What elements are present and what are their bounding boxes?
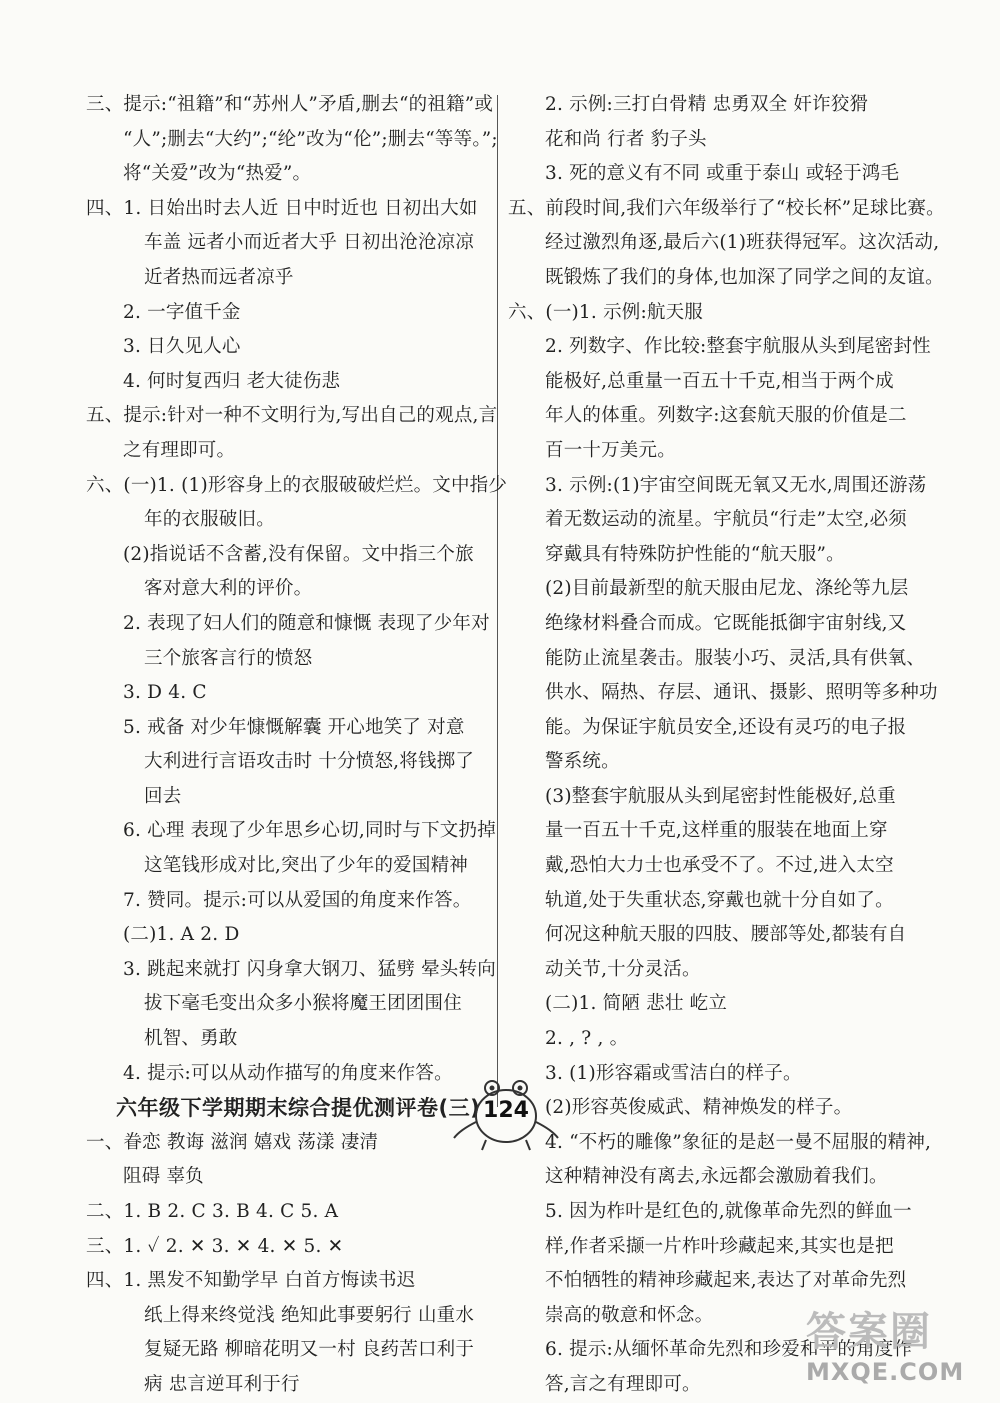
answer-line: 六、(一)1. (1)形容身上的衣服破破烂烂。文中指少 (86, 474, 508, 496)
column-divider (497, 95, 498, 1107)
answer-line: 四、1. 黑发不知勤学早 白首方悔读书迟 (86, 1270, 416, 1292)
answer-line: 三个旅客言行的愤怒 (144, 647, 313, 669)
right-column (508, 88, 945, 1403)
page-footer (446, 1072, 566, 1152)
answer-line: 四、1. 日始出时去人近 日中时近也 日初出大如 (86, 197, 478, 219)
answer-line: 5. 戒备 对少年慷慨解囊 开心地笑了 对意 (123, 716, 465, 738)
answer-line: 回去 (144, 785, 182, 807)
answer-line: (2)指说话不含蓄,没有保留。文中指三个旅 (123, 543, 474, 565)
answer-line: 5. 因为柞叶是红色的,就像革命先烈的鲜血一 (545, 1201, 912, 1222)
answer-line: 复疑无路 柳暗花明又一村 良药苦口利于 (144, 1339, 475, 1361)
answer-line: 2. 一字值千金 (123, 301, 241, 323)
watermark-logo: 答案圈 (806, 1309, 932, 1355)
answer-line: (二)1. A 2. D (123, 924, 240, 946)
answer-line: 3. 日久见人心 (123, 336, 241, 358)
answer-line: 将“关爱”改为“热爱”。 (123, 163, 312, 185)
answer-line: 能。为保证宇航员安全,还设有灵巧的电子报 (545, 716, 907, 738)
watermark (806, 1300, 996, 1400)
answer-line: 五、提示:针对一种不文明行为,写出自己的观点,言 (86, 405, 498, 427)
answer-line: 4. 提示:可以从动作描写的角度来作答。 (123, 1062, 453, 1084)
answer-line: 3. 死的意义有不同 或重于泰山 或轻于鸿毛 (545, 163, 900, 185)
answer-line: 答,言之有理即可。 (545, 1373, 701, 1395)
answer-line: 之有理即可。 (123, 439, 236, 461)
answer-line: 这种精神没有离去,永远都会激励着我们。 (545, 1166, 888, 1188)
answer-line: (3)整套宇航服从头到尾密封性能极好,总重 (545, 785, 896, 807)
answer-line: 4. “不朽的雕像”象征的是赵一曼不屈服的精神, (545, 1131, 932, 1153)
answer-line: 拔下毫毛变出众多小猴将魔王团团围住 (144, 993, 462, 1015)
watermark-url: MXQE.COM (806, 1358, 965, 1386)
answer-line: 3. 示例:(1)宇宙空间既无氧又无水,周围还游荡 (545, 474, 927, 496)
answer-line: 一、眷恋 教诲 滋润 嬉戏 荡漾 凄清 (86, 1131, 379, 1153)
answer-line: 年的衣服破旧。 (144, 509, 275, 531)
answer-line: 年人的体重。列数字:这套航天服的价值是二 (545, 405, 907, 427)
answer-line: 4. 何时复西归 老大徒伤悲 (123, 370, 341, 392)
answer-line: 2. 表现了妇人们的随意和慷慨 表现了少年对 (123, 612, 490, 634)
answer-line: 这笔钱形成对比,突出了少年的爱国精神 (144, 855, 468, 877)
answer-line: 六、(一)1. 示例:航天服 (508, 301, 704, 323)
answer-line: 3. 跳起来就打 闪身拿大钢刀、猛劈 晕头转向 (123, 958, 496, 980)
answer-line: 百一十万美元。 (545, 439, 676, 461)
answer-line: 二、1. B 2. C 3. B 4. C 5. A (86, 1201, 339, 1222)
answer-line: 2. 列数字、作比较:整套宇航服从头到尾密封性 (545, 336, 931, 358)
answer-line: 纸上得来终觉浅 绝知此事要躬行 山重水 (144, 1304, 475, 1326)
answer-line: 阻碍 辜负 (123, 1166, 204, 1188)
answer-line: (2)目前最新型的航天服由尼龙、涤纶等九层 (545, 578, 909, 600)
answer-line: 戴,恐怕大力士也承受不了。不过,进入太空 (545, 855, 894, 877)
answer-line: 7. 赞同。提示:可以从爱国的角度来作答。 (123, 889, 472, 911)
answer-line: “人”;删去“大约”;“纶”改为“伦”;删去“等等。”; (123, 128, 498, 150)
answer-line: 6. 心理 表现了少年思乡心切,同时与下文扔掉 (123, 820, 496, 842)
section-title: 六年级下学期期末综合提优测评卷(三) (116, 1096, 481, 1121)
answer-line: 大利进行言语攻击时 十分愤怒,将钱掷了 (144, 751, 475, 773)
answer-line: 近者热而远者凉乎 (144, 266, 294, 288)
answer-line: 动关节,十分灵活。 (545, 958, 701, 980)
answer-line: (2)形容英俊威武、精神焕发的样子。 (545, 1097, 853, 1119)
answer-line: 五、前段时间,我们六年级举行了“校长杯”足球比赛。 (508, 197, 945, 219)
answer-line: 样,作者采撷一片柞叶珍藏起来,其实也是把 (545, 1235, 894, 1257)
answer-line: 何况这种航天服的四肢、腰部等处,都装有自 (545, 924, 907, 946)
answer-line: 6. 提示:从缅怀革命先烈和珍爱和平的角度作 (545, 1339, 913, 1361)
answer-line: 车盖 远者小而近者大乎 日初出沧沧凉凉 (144, 232, 475, 254)
answer-line: 着无数运动的流星。宇航员“行走”太空,必须 (545, 509, 907, 531)
answer-line: 2. 示例:三打白骨精 忠勇双全 奸诈狡猾 (545, 94, 869, 115)
answer-line: 量一百五十千克,这样重的服装在地面上穿 (545, 820, 888, 842)
page-number: 124 (483, 1098, 529, 1123)
answer-line: 经过激烈角逐,最后六(1)班获得冠军。这次活动, (545, 232, 940, 254)
answer-line: 花和尚 行者 豹子头 (545, 128, 707, 150)
answer-line: 穿戴具有特殊防护性能的“航天服”。 (545, 543, 845, 565)
answer-line: 轨道,处于失重状态,穿戴也就十分自如了。 (545, 889, 894, 911)
answer-line: 警系统。 (545, 751, 620, 773)
answer-line: 三、提示:“祖籍”和“苏州人”矛盾,删去“的祖籍”或 (86, 94, 494, 115)
answer-line: 绝缘材料叠合而成。它既能抵御宇宙射线,又 (545, 612, 907, 634)
answer-line: 能极好,总重量一百五十千克,相当于两个成 (545, 370, 894, 392)
answer-line: 机智、勇敢 (144, 1028, 238, 1050)
answer-line: 病 忠言逆耳利于行 (144, 1373, 300, 1395)
answer-line: (二)1. 简陋 悲壮 屹立 (545, 993, 728, 1015)
answer-line: 3. (1)形容霜或雪洁白的样子。 (545, 1062, 802, 1084)
answer-line: 能防止流星袭击。服装小巧、灵活,具有供氧、 (545, 647, 926, 669)
answer-line: 客对意大利的评价。 (144, 578, 313, 600)
answer-line: 2. , ? , 。 (545, 1028, 629, 1050)
answer-line: 三、1. ✓ 2. ✕ 3. ✕ 4. ✕ 5. ✕ (86, 1235, 344, 1257)
answer-line: 3. D 4. C (123, 682, 207, 704)
answer-line: 供水、隔热、存层、通讯、摄影、照明等多种功 (545, 682, 938, 704)
answer-line: 既锻炼了我们的身体,也加深了同学之间的友谊。 (545, 266, 944, 288)
answer-line: 不怕牺牲的精神珍藏起来,表达了对革命先烈 (545, 1270, 907, 1292)
answer-line: 崇高的敬意和怀念。 (545, 1304, 714, 1326)
